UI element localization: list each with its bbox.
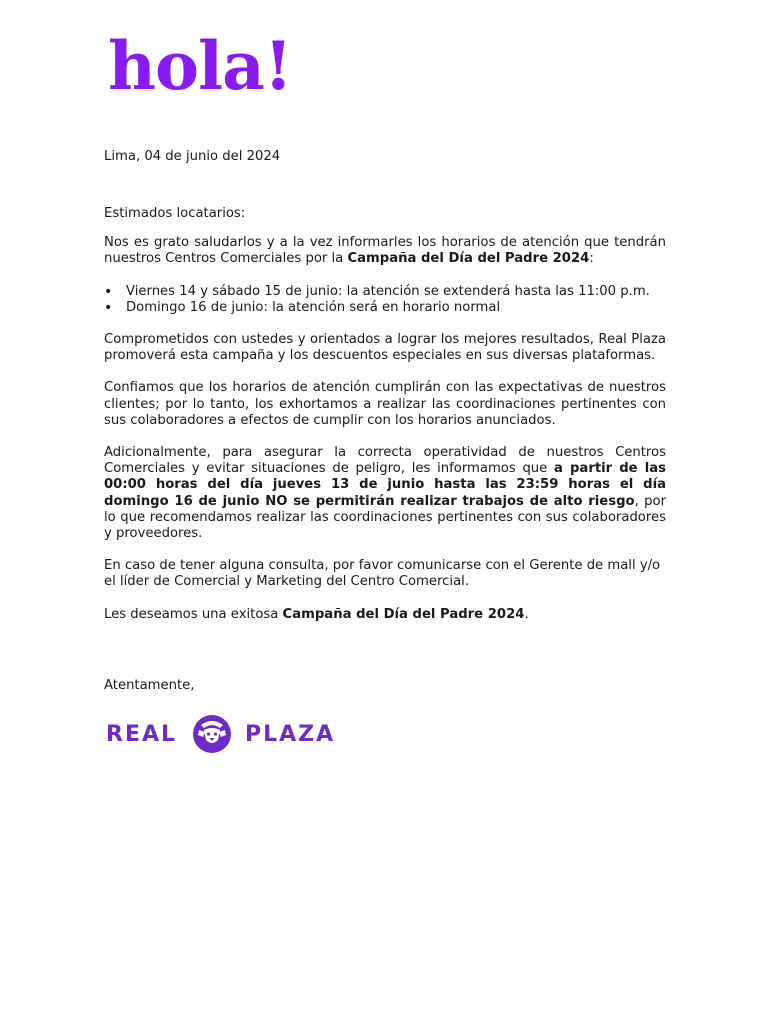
intro-paragraph: [104, 235, 666, 267]
salutation: Estimados locatarios:: [104, 206, 246, 221]
campaign-name-closing: Campaña del Día del Padre 2024: [282, 606, 525, 622]
additional-paragraph: [104, 445, 666, 542]
signoff: Atentamente,: [104, 678, 195, 693]
intro-text: Nos es grato saludarlos y a la vez informarles los horarios de atención que tendrán nuestros Centros Comerciales por la: [104, 235, 666, 267]
logo-word-real: REAL: [106, 721, 178, 747]
letter-body: [104, 206, 666, 623]
committed-paragraph: Comprometidos con ustedes y orientados a lograr los mejores resultados, Real Plaza promoverá esta campaña y los descuentos especiales en sus diversas plataformas.: [104, 332, 666, 364]
lion-head-icon: [191, 713, 233, 755]
wish-paragraph: [104, 607, 666, 623]
logo-word-plaza: PLAZA: [245, 721, 336, 747]
high-risk-notice: a partir de las 00:00 horas del día jueves 13 de junio hasta las 23:59 horas el día domingo 16 de junio NO se permitirán realizar trabajos de alto riesgo: [104, 461, 666, 509]
contact-paragraph: En caso de tener alguna consulta, por favor comunicarse con el Gerente de mall y/o el líder de Comercial y Marketing del Centro Comercial.: [104, 558, 661, 590]
letter-date: Lima, 04 de junio del 2024: [104, 149, 281, 164]
additional-end: , por lo que recomendamos realizar las coordinaciones pertinentes con sus colaboradores y proveedores.: [104, 493, 667, 542]
wish-end: .: [524, 606, 529, 622]
schedule-list: [104, 284, 666, 316]
list-item: • Viernes 14 y sábado 15 de junio: la atención se extenderá hasta las 11:00 p.m.: [104, 284, 666, 300]
campaign-name: Campaña del Día del Padre 2024: [347, 251, 590, 267]
trust-paragraph: Confiamos que los horarios de atención cumplirán con las expectativas de nuestros clientes; por lo tanto, los exhortamos a realizar las coordinaciones pertinentes con sus colaboradores a efectos de cumplir con los horarios anunciados.: [104, 380, 666, 428]
wish-text: Les deseamos una exitosa: [104, 606, 283, 622]
list-item: • Domingo 16 de junio: la atención será en horario normal: [104, 300, 666, 316]
additional-text: Adicionalmente, para asegurar la correcta operatividad de nuestros Centros Comerciales y evitar situaciones de peligro, les informamos que: [104, 445, 666, 477]
real-plaza-logo: [106, 713, 335, 755]
intro-end: :: [589, 251, 594, 267]
hola-heading: hola!: [108, 27, 292, 105]
